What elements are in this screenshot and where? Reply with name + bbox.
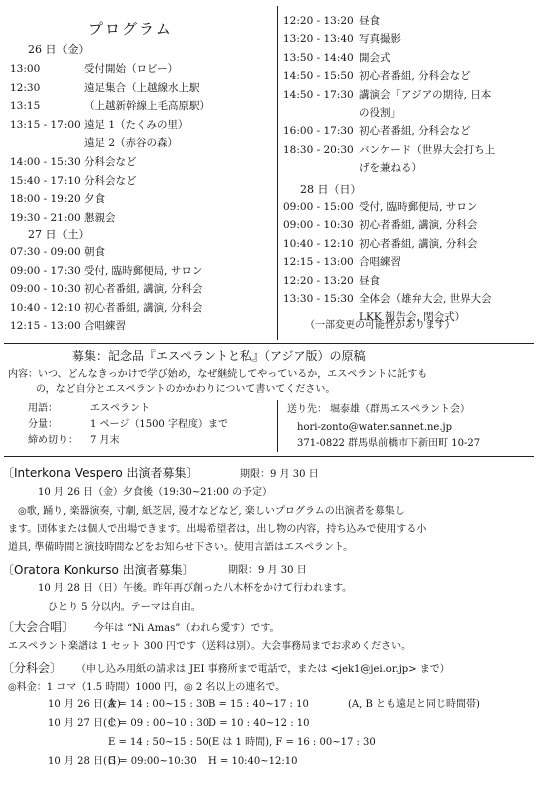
schedule-desc: 合唱練習 bbox=[84, 320, 126, 333]
schedule-time: 12:15 - 13:00 bbox=[283, 256, 354, 269]
gassho-head: 〔大会合唱〕 bbox=[2, 620, 75, 634]
bunkakai-a: A = 14 : 00~15 : 30 bbox=[108, 699, 209, 710]
schedule-time: 13:20 - 13:40 bbox=[283, 33, 354, 46]
bunkakai-a: C = 09 : 00~10 : 30 bbox=[108, 718, 210, 729]
bunkakai-day: 10 月 28 日(日) bbox=[48, 756, 121, 767]
day-26-label: 26 日（金） bbox=[28, 43, 90, 56]
vespero-date: 10 月 26 日（金）夕食後（19:30~21:00 の予定） bbox=[38, 487, 273, 498]
schedule-desc: 初心者番組, 分科会など bbox=[359, 70, 471, 83]
day-28-label: 28 日（日） bbox=[300, 183, 362, 196]
schedule-time: 14:50 - 15:50 bbox=[283, 70, 354, 83]
change-note: （一部変更の可能性があります） bbox=[305, 320, 455, 331]
send-value: 堀泰雄（群馬エスペラント会） bbox=[330, 404, 470, 415]
schedule-desc: 夕食 bbox=[84, 193, 105, 206]
schedule-desc: 受付, 臨時郵便局, サロン bbox=[359, 201, 478, 213]
deadline-key: 締め切り： bbox=[28, 435, 78, 446]
schedule-time: 19:30 - 21:00 bbox=[10, 211, 81, 224]
send-address: 371-0822 群馬県前橋市下新田町 10-27 bbox=[297, 438, 481, 449]
schedule-time: 09:00 - 10:30 bbox=[10, 283, 81, 296]
schedule-desc: 写真撮影 bbox=[359, 33, 401, 46]
schedule-time: 18:30 - 20:30 bbox=[283, 143, 354, 156]
send-email: hori-zonto@water.sannet.ne.jp bbox=[297, 422, 453, 433]
schedule-desc: 初心者番組, 講演, 分科会 bbox=[84, 283, 203, 296]
lang-key: 用語： bbox=[28, 403, 58, 414]
schedule-time: 15:40 - 17:10 bbox=[10, 174, 81, 187]
schedule-time: 13:15 - 17:00 bbox=[10, 118, 81, 131]
schedule-time: 09:00 - 10:30 bbox=[283, 219, 354, 232]
schedule-time: 12:20 - 13:20 bbox=[283, 15, 354, 27]
schedule-time: 13:15 bbox=[10, 100, 41, 113]
schedule-time: 12:20 - 13:20 bbox=[283, 274, 354, 287]
schedule-desc: バンケード（世界大会打ち上 bbox=[359, 143, 496, 156]
bosyu-body-1: 内容：いつ、どんなきっかけで学び始め，なぜ継続してやっているか，エスペラントに託すも bbox=[8, 369, 428, 380]
bunkakai-day: 10 月 26 日(金) bbox=[48, 699, 121, 710]
schedule-time: 13:50 - 14:40 bbox=[283, 51, 354, 64]
bunkakai-note: (A, B とも遠足と同じ時間帯) bbox=[348, 699, 480, 710]
bunkakai-day: 10 月 27 日(土) bbox=[48, 718, 121, 729]
gassho-line-2: エスペラント楽譜は 1 セット 300 円です（送料は別）。大会事務局までお求めください。 bbox=[8, 641, 412, 652]
schedule-desc: 全体会（雄弁大会, 世界大会 bbox=[359, 293, 492, 305]
schedule-desc: 朝食 bbox=[84, 246, 105, 258]
gassho-line-1: 今年は “Ni Amas”（われら愛す）です。 bbox=[94, 623, 280, 634]
konkurso-line-2: ひとり 5 分以内。テーマは自由。 bbox=[48, 602, 201, 613]
schedule-time: 09:00 - 15:00 bbox=[283, 201, 354, 213]
divider-bottom bbox=[4, 456, 534, 457]
schedule-desc: 合唱練習 bbox=[359, 256, 401, 269]
schedule-time: 12:30 bbox=[10, 81, 41, 94]
bunkakai-a: E = 14 : 50~15 : 50 bbox=[108, 737, 209, 748]
schedule-desc: 分科会など bbox=[84, 174, 137, 187]
divider-top bbox=[4, 343, 534, 344]
vespero-line-1: ◎歌, 踊り, 楽器演奏, 寸劇, 紙芝居, 漫才などなど, 楽しいプログラムの出演者を募集し bbox=[18, 506, 405, 517]
bunkakai-head: 〔分科会〕 bbox=[2, 661, 63, 675]
schedule-time: 13:30 - 15:30 bbox=[283, 293, 354, 305]
bosyu-body-2: の，など自分とエスペラントのかかわりについて書いてください。 bbox=[36, 384, 336, 395]
schedule-desc: 初心者番組, 講演, 分科会 bbox=[359, 237, 478, 250]
vespero-deadline: 期限：9 月 30 日 bbox=[240, 469, 319, 480]
bosyu-title: 募集：記念品『エスペラントと私』（アジア版）の原稿 bbox=[72, 349, 366, 363]
schedule-desc: 初心者番組, 分科会など bbox=[359, 125, 471, 138]
schedule-desc: 開会式 bbox=[359, 51, 391, 64]
bunkakai-b: (E は 1 時間), F = 16 : 00~17 : 30 bbox=[208, 737, 376, 748]
schedule-desc: 初心者番組, 講演, 分科会 bbox=[84, 301, 203, 314]
schedule-time: 16:00 - 17:30 bbox=[283, 125, 354, 138]
column-divider bbox=[277, 6, 278, 340]
schedule-desc: （上越新幹線上毛高原駅） bbox=[84, 100, 210, 113]
schedule-time: 13:00 bbox=[10, 63, 41, 75]
vespero-head: 〔Interkona Vespero 出演者募集〕 bbox=[2, 466, 199, 480]
bunkakai-line-2: ◎料金：1 コマ（1.5 時間）1000 円，◎ 2 名以上の連名で。 bbox=[8, 682, 286, 693]
schedule-desc: 受付開始（ロビー） bbox=[84, 63, 179, 75]
bunkakai-b: D = 10 : 40~12 : 10 bbox=[208, 718, 310, 729]
schedule-time: 09:00 - 17:30 bbox=[10, 264, 81, 277]
amount-value: 1 ページ（1500 字程度）まで bbox=[90, 419, 228, 430]
schedule-time: 10:40 - 12:10 bbox=[283, 237, 354, 250]
schedule-desc: 遠足 2（赤谷の森） bbox=[84, 137, 179, 150]
schedule-time: 07:30 - 09:00 bbox=[10, 246, 81, 258]
vespero-line-3: 道具, 準備時間と演技時間などをお知らせ下さい。使用言語はエスペラント。 bbox=[8, 542, 354, 553]
schedule-desc: LKK 報告会, 閉会式） bbox=[359, 311, 466, 324]
deadline-value: 7 月末 bbox=[90, 435, 120, 446]
schedule-desc: 昼食 bbox=[359, 15, 380, 27]
schedule-desc: 遠足 1（たくみの里） bbox=[84, 118, 189, 131]
schedule-time: 14:50 - 17:30 bbox=[283, 88, 354, 101]
schedule-time: 14:00 - 15:30 bbox=[10, 156, 81, 168]
konkurso-deadline: 期限：9 月 30 日 bbox=[228, 565, 307, 576]
vespero-line-2: ます。団体または個人で出場できます。出場希望者は，出し物の内容，持ち込みで使用する小 bbox=[8, 524, 427, 535]
schedule-desc: 昼食 bbox=[359, 274, 380, 287]
schedule-desc: げを兼ねる） bbox=[359, 162, 422, 175]
amount-key: 分量： bbox=[28, 419, 58, 430]
schedule-time: 12:15 - 13:00 bbox=[10, 320, 81, 333]
schedule-desc: 遠足集合（上越線水上駅 bbox=[84, 81, 200, 94]
schedule-desc: 分科会など bbox=[84, 156, 137, 168]
bunkakai-b: B = 15 : 40~17 : 10 bbox=[208, 699, 309, 710]
schedule-time: 10:40 - 12:10 bbox=[10, 301, 81, 314]
lang-value: エスペラント bbox=[90, 403, 150, 414]
bunkakai-a: G = 09:00~10:30 bbox=[108, 756, 197, 767]
bosyu-divider bbox=[277, 400, 278, 452]
schedule-desc: 懇親会 bbox=[84, 211, 116, 224]
konkurso-head: 〔Oratora Konkurso 出演者募集〕 bbox=[2, 563, 195, 577]
day-27-label: 27 日（土） bbox=[28, 228, 90, 241]
schedule-desc: 受付, 臨時郵便局, サロン bbox=[84, 264, 203, 277]
bunkakai-b: H = 10:40~12:10 bbox=[208, 756, 298, 767]
schedule-desc: の役割」 bbox=[359, 107, 401, 119]
send-key: 送り先： bbox=[287, 404, 327, 415]
konkurso-line-1: 10 月 28 日（日）午後。昨年再び創った八木杯をかけて行われます。 bbox=[38, 583, 353, 594]
bunkakai-line-1: （申し込み用紙の請求は JEI 事務所まで電話で，または <jek1@jei.or.jp> まで） bbox=[76, 664, 450, 675]
schedule-time: 18:00 - 19:20 bbox=[10, 193, 81, 206]
schedule-desc: 初心者番組, 講演, 分科会 bbox=[359, 219, 478, 232]
schedule-desc: 講演会「アジアの期待, 日本 bbox=[359, 88, 492, 101]
program-title: プログラム bbox=[88, 20, 173, 38]
